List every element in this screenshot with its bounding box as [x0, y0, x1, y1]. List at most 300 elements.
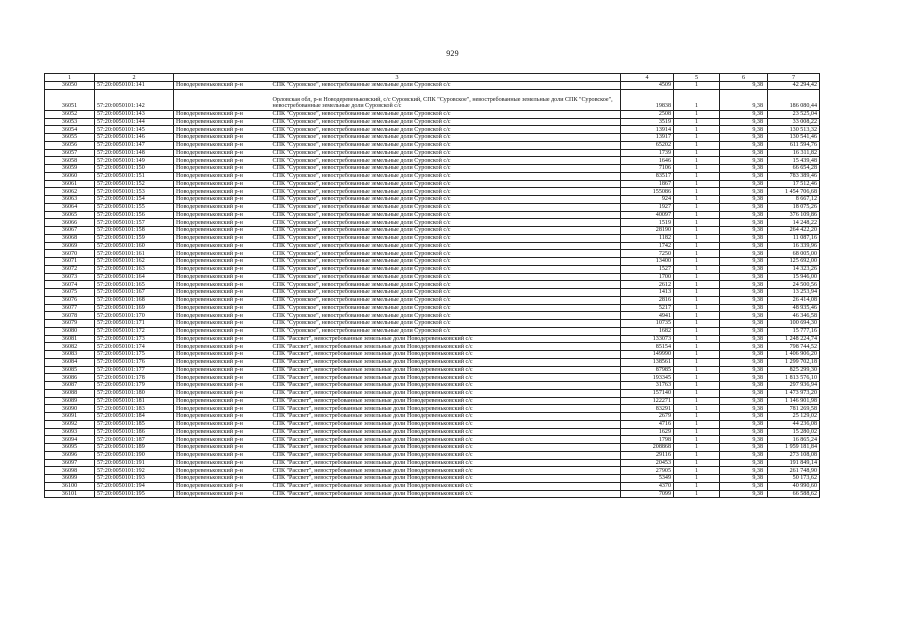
cadastral-number-cell: 57:20:0050101:177 — [95, 366, 174, 374]
district-cell: Новодеревеньковский р-н — [174, 219, 271, 227]
table-row — [45, 444, 820, 452]
row-number-cell: 36101 — [45, 490, 95, 498]
row-number-cell: 36085 — [45, 366, 95, 374]
district-cell: Новодеревеньковский р-н — [174, 397, 271, 405]
plot-description-cell: СПК "Рассвет", невостребованные земельные доли Новодеревеньковский с/с — [271, 436, 621, 444]
plot-area-cell: 924 — [621, 196, 674, 204]
cadastral-number-cell: 57:20:0050101:180 — [95, 389, 174, 397]
plot-description-cell: СПК "Суровское", невостребованные земельные доли Суровской с/с — [271, 126, 621, 134]
row-number-cell: 36066 — [45, 219, 95, 227]
count-cell: 1 — [674, 234, 720, 242]
rate-cell: 9,38 — [720, 234, 768, 242]
plot-area-cell: 2816 — [621, 296, 674, 304]
header-row — [45, 74, 820, 82]
cadastral-value-cell: 15 777,16 — [768, 327, 820, 335]
header-col-6: 6 — [720, 74, 768, 82]
count-cell: 1 — [674, 413, 720, 421]
rate-cell: 9,38 — [720, 343, 768, 351]
table-row — [45, 320, 820, 328]
count-cell: 1 — [674, 467, 720, 475]
cadastral-number-cell: 57:20:0050101:156 — [95, 211, 174, 219]
district-cell: Новодеревеньковский р-н — [174, 475, 271, 483]
district-cell: Новодеревеньковский р-н — [174, 234, 271, 242]
rate-cell: 9,38 — [720, 118, 768, 126]
plot-description-cell: СПК "Суровское", невостребованные земельные доли Суровской с/с — [271, 265, 621, 273]
plot-description-cell: СПК "Рассвет", невостребованные земельные доли Новодеревеньковский с/с — [271, 451, 621, 459]
count-cell: 1 — [674, 165, 720, 173]
row-number-cell: 36081 — [45, 335, 95, 343]
rate-cell: 9,38 — [720, 420, 768, 428]
cadastral-number-cell: 57:20:0050101:194 — [95, 482, 174, 490]
count-cell: 1 — [674, 289, 720, 297]
cadastral-value-cell: 46 346,58 — [768, 312, 820, 320]
cadastral-number-cell: 57:20:0050101:176 — [95, 358, 174, 366]
cadastral-number-cell: 57:20:0050101:162 — [95, 258, 174, 266]
cadastral-value-cell: 297 936,94 — [768, 382, 820, 390]
row-number-cell: 36087 — [45, 382, 95, 390]
header-col-3: 3 — [174, 74, 621, 82]
cadastral-value-cell: 42 294,42 — [768, 82, 820, 90]
cadastral-value-cell: 130 513,32 — [768, 126, 820, 134]
row-number-cell: 36052 — [45, 110, 95, 118]
row-number-cell: 36068 — [45, 234, 95, 242]
count-cell: 1 — [674, 203, 720, 211]
district-cell: Новодеревеньковский р-н — [174, 366, 271, 374]
rate-cell: 9,38 — [720, 265, 768, 273]
cadastral-value-cell: 1 813 576,10 — [768, 374, 820, 382]
district-cell: Новодеревеньковский р-н — [174, 312, 271, 320]
district-cell: Новодеревеньковский р-н — [174, 258, 271, 266]
plot-area-cell: 5217 — [621, 304, 674, 312]
plot-area-cell: 193345 — [621, 374, 674, 382]
district-cell: Новодеревеньковский р-н — [174, 451, 271, 459]
row-number-cell: 36064 — [45, 203, 95, 211]
row-number-cell: 36100 — [45, 482, 95, 490]
header-col-7: 7 — [768, 74, 820, 82]
plot-area-cell: 20453 — [621, 459, 674, 467]
count-cell: 1 — [674, 327, 720, 335]
count-cell: 1 — [674, 304, 720, 312]
count-cell: 1 — [674, 126, 720, 134]
table-row — [45, 242, 820, 250]
rate-cell: 9,38 — [720, 211, 768, 219]
cadastral-number-cell: 57:20:0050101:152 — [95, 180, 174, 188]
table-row — [45, 382, 820, 390]
cadastral-number-cell: 57:20:0050101:148 — [95, 149, 174, 157]
cadastral-number-cell: 57:20:0050101:187 — [95, 436, 174, 444]
rate-cell: 9,38 — [720, 358, 768, 366]
row-number-cell: 36094 — [45, 436, 95, 444]
district-cell: Новодеревеньковский р-н — [174, 490, 271, 498]
row-number-cell: 36060 — [45, 172, 95, 180]
table-row — [45, 188, 820, 196]
plot-description-cell: СПК "Суровское", невостребованные земельные доли Суровской с/с — [271, 289, 621, 297]
rate-cell: 9,38 — [720, 180, 768, 188]
cadastral-value-cell: 15 280,02 — [768, 428, 820, 436]
rate-cell: 9,38 — [720, 304, 768, 312]
cadastral-number-cell: 57:20:0050101:167 — [95, 289, 174, 297]
plot-area-cell: 2679 — [621, 413, 674, 421]
row-number-cell: 36067 — [45, 227, 95, 235]
plot-description-cell: СПК "Суровское", невостребованные земельные доли Суровской с/с — [271, 180, 621, 188]
cadastral-number-cell: 57:20:0050101:153 — [95, 188, 174, 196]
count-cell: 1 — [674, 490, 720, 498]
table-row — [45, 172, 820, 180]
row-number-cell: 36089 — [45, 397, 95, 405]
count-cell: 1 — [674, 335, 720, 343]
cadastral-number-cell: 57:20:0050101:189 — [95, 444, 174, 452]
cadastral-value-cell: 1 146 901,98 — [768, 397, 820, 405]
row-number-cell: 36084 — [45, 358, 95, 366]
cadastral-number-cell: 57:20:0050101:174 — [95, 343, 174, 351]
table-row — [45, 436, 820, 444]
plot-description-cell: СПК "Суровское", невостребованные земельные доли Суровской с/с — [271, 258, 621, 266]
header-col-4: 4 — [621, 74, 674, 82]
cadastral-number-cell: 57:20:0050101:142 — [95, 89, 174, 110]
table-row — [45, 475, 820, 483]
table-row — [45, 219, 820, 227]
plot-description-cell: СПК "Рассвет", невостребованные земельные доли Новодеревеньковский с/с — [271, 467, 621, 475]
plot-description-cell: СПК "Суровское", невостребованные земельные доли Суровской с/с — [271, 250, 621, 258]
plot-area-cell: 13914 — [621, 126, 674, 134]
rate-cell: 9,38 — [720, 289, 768, 297]
cadastral-value-cell: 33 008,22 — [768, 118, 820, 126]
cadastral-value-cell: 44 236,08 — [768, 420, 820, 428]
cadastral-value-cell: 1 959 181,84 — [768, 444, 820, 452]
plot-area-cell: 122271 — [621, 397, 674, 405]
table-row — [45, 312, 820, 320]
table-body — [45, 82, 820, 498]
count-cell: 1 — [674, 157, 720, 165]
cadastral-value-cell: 16 865,24 — [768, 436, 820, 444]
cadastral-value-cell: 191 849,14 — [768, 459, 820, 467]
plot-description-cell: СПК "Рассвет", невостребованные земельные доли Новодеревеньковский с/с — [271, 405, 621, 413]
cadastral-number-cell: 57:20:0050101:163 — [95, 265, 174, 273]
row-number-cell: 36082 — [45, 343, 95, 351]
count-cell: 1 — [674, 134, 720, 142]
plot-description-cell: СПК "Суровское", невостребованные земельные доли Суровской с/с — [271, 134, 621, 142]
plot-description-cell: СПК "Рассвет", невостребованные земельные доли Новодеревеньковский с/с — [271, 397, 621, 405]
plot-area-cell: 1739 — [621, 149, 674, 157]
plot-area-cell: 155086 — [621, 188, 674, 196]
district-cell: Новодеревеньковский р-н — [174, 157, 271, 165]
count-cell: 1 — [674, 351, 720, 359]
rate-cell: 9,38 — [720, 397, 768, 405]
count-cell: 1 — [674, 172, 720, 180]
plot-area-cell: 208868 — [621, 444, 674, 452]
rate-cell: 9,38 — [720, 351, 768, 359]
table-row — [45, 126, 820, 134]
count-cell: 1 — [674, 444, 720, 452]
plot-area-cell: 83517 — [621, 172, 674, 180]
district-cell: Новодеревеньковский р-н — [174, 227, 271, 235]
rate-cell: 9,38 — [720, 475, 768, 483]
row-number-cell: 36050 — [45, 82, 95, 90]
cadastral-number-cell: 57:20:0050101:158 — [95, 227, 174, 235]
cadastral-number-cell: 57:20:0050101:179 — [95, 382, 174, 390]
table-row — [45, 89, 820, 110]
plot-area-cell: 1700 — [621, 273, 674, 281]
plot-description-cell: СПК "Рассвет", невостребованные земельные доли Новодеревеньковский с/с — [271, 413, 621, 421]
rate-cell: 9,38 — [720, 482, 768, 490]
plot-area-cell: 28190 — [621, 227, 674, 235]
plot-description-cell: СПК "Суровское", невостребованные земельные доли Суровской с/с — [271, 312, 621, 320]
row-number-cell: 36059 — [45, 165, 95, 173]
rate-cell: 9,38 — [720, 219, 768, 227]
table-row — [45, 366, 820, 374]
rate-cell: 9,38 — [720, 227, 768, 235]
plot-area-cell: 27905 — [621, 467, 674, 475]
table-row — [45, 227, 820, 235]
plot-description-cell: СПК "Рассвет", невостребованные земельные доли Новодеревеньковский с/с — [271, 482, 621, 490]
count-cell: 1 — [674, 188, 720, 196]
row-number-cell: 36071 — [45, 258, 95, 266]
count-cell: 1 — [674, 366, 720, 374]
cadastral-value-cell: 1 299 702,18 — [768, 358, 820, 366]
plot-area-cell: 2612 — [621, 281, 674, 289]
plot-area-cell: 31763 — [621, 382, 674, 390]
row-number-cell: 36079 — [45, 320, 95, 328]
cadastral-number-cell: 57:20:0050101:173 — [95, 335, 174, 343]
cadastral-number-cell: 57:20:0050101:184 — [95, 413, 174, 421]
cadastral-number-cell: 57:20:0050101:141 — [95, 82, 174, 90]
cadastral-value-cell: 66 588,62 — [768, 490, 820, 498]
row-number-cell: 36056 — [45, 141, 95, 149]
cadastral-number-cell: 57:20:0050101:170 — [95, 312, 174, 320]
count-cell: 1 — [674, 89, 720, 110]
district-cell: Новодеревеньковский р-н — [174, 281, 271, 289]
cadastral-number-cell: 57:20:0050101:160 — [95, 242, 174, 250]
plot-description-text: Орловская обл, р-н Новодеревеньковский, с/с Суровский, СПК "Суровское", невостребованные земельные доли СПК "Суровское", невостребованные земельные доли Суровской с/с — [272, 96, 613, 110]
plot-description-cell: СПК "Суровское", невостребованные земельные доли Суровской с/с — [271, 273, 621, 281]
plot-area-cell: 5349 — [621, 475, 674, 483]
rate-cell: 9,38 — [720, 320, 768, 328]
plot-description-cell — [271, 89, 621, 110]
row-number-cell: 36077 — [45, 304, 95, 312]
row-number-cell: 36093 — [45, 428, 95, 436]
district-cell: Новодеревеньковский р-н — [174, 459, 271, 467]
plot-area-cell: 1867 — [621, 180, 674, 188]
district-cell: Новодеревеньковский р-н — [174, 482, 271, 490]
plot-description-cell: СПК "Рассвет", невостребованные земельные доли Новодеревеньковский с/с — [271, 366, 621, 374]
table-row — [45, 281, 820, 289]
table-row — [45, 180, 820, 188]
count-cell: 1 — [674, 141, 720, 149]
table-row — [45, 490, 820, 498]
cadastral-value-cell: 1 406 906,20 — [768, 351, 820, 359]
count-cell: 1 — [674, 374, 720, 382]
rate-cell: 9,38 — [720, 335, 768, 343]
row-number-cell: 36065 — [45, 211, 95, 219]
plot-area-cell: 19838 — [621, 89, 674, 110]
row-number-cell: 36090 — [45, 405, 95, 413]
rate-cell: 9,38 — [720, 374, 768, 382]
row-number-cell: 36072 — [45, 265, 95, 273]
row-number-cell: 36057 — [45, 149, 95, 157]
table-row — [45, 165, 820, 173]
rate-cell: 9,38 — [720, 444, 768, 452]
count-cell: 1 — [674, 242, 720, 250]
row-number-cell: 36088 — [45, 389, 95, 397]
cadastral-value-cell: 8 667,12 — [768, 196, 820, 204]
district-cell: Новодеревеньковский р-н — [174, 436, 271, 444]
district-cell: Новодеревеньковский р-н — [174, 428, 271, 436]
district-cell: Новодеревеньковский р-н — [174, 196, 271, 204]
cadastral-value-cell: 14 323,26 — [768, 265, 820, 273]
row-number-cell: 36061 — [45, 180, 95, 188]
plot-description-cell: СПК "Суровское", невостребованные земельные доли Суровской с/с — [271, 172, 621, 180]
district-cell: Новодеревеньковский р-н — [174, 444, 271, 452]
cadastral-number-cell: 57:20:0050101:151 — [95, 172, 174, 180]
table-row — [45, 428, 820, 436]
cadastral-number-cell: 57:20:0050101:178 — [95, 374, 174, 382]
cadastral-number-cell: 57:20:0050101:185 — [95, 420, 174, 428]
plot-description-cell: СПК "Суровское", невостребованные земельные доли Суровской с/с — [271, 320, 621, 328]
row-number-cell: 36076 — [45, 296, 95, 304]
cadastral-value-cell: 261 748,90 — [768, 467, 820, 475]
count-cell: 1 — [674, 110, 720, 118]
count-cell: 1 — [674, 273, 720, 281]
cadastral-value-cell: 11 087,16 — [768, 234, 820, 242]
row-number-cell: 36053 — [45, 118, 95, 126]
district-cell: Новодеревеньковский р-н — [174, 296, 271, 304]
district-cell: Новодеревеньковский р-н — [174, 203, 271, 211]
cadastral-value-cell: 23 525,04 — [768, 110, 820, 118]
table-row — [45, 149, 820, 157]
cadastral-value-cell: 273 108,08 — [768, 451, 820, 459]
row-number-cell: 36062 — [45, 188, 95, 196]
table-row — [45, 141, 820, 149]
district-cell: Новодеревеньковский р-н — [174, 420, 271, 428]
plot-area-cell: 7099 — [621, 490, 674, 498]
district-cell: Новодеревеньковский р-н — [174, 273, 271, 281]
rate-cell: 9,38 — [720, 366, 768, 374]
count-cell: 1 — [674, 296, 720, 304]
plot-area-cell: 7106 — [621, 165, 674, 173]
district-cell: Новодеревеньковский р-н — [174, 250, 271, 258]
table-row — [45, 397, 820, 405]
cadastral-value-cell: 26 414,08 — [768, 296, 820, 304]
district-cell: Новодеревеньковский р-н — [174, 165, 271, 173]
cadastral-number-cell: 57:20:0050101:171 — [95, 320, 174, 328]
plot-area-cell: 1182 — [621, 234, 674, 242]
plot-area-cell: 10735 — [621, 320, 674, 328]
count-cell: 1 — [674, 180, 720, 188]
table-row — [45, 467, 820, 475]
table-row — [45, 374, 820, 382]
row-number-cell: 36078 — [45, 312, 95, 320]
district-cell: Новодеревеньковский р-н — [174, 180, 271, 188]
table-row — [45, 459, 820, 467]
table-row — [45, 358, 820, 366]
table-row — [45, 343, 820, 351]
count-cell: 1 — [674, 219, 720, 227]
rate-cell: 9,38 — [720, 273, 768, 281]
row-number-cell: 36073 — [45, 273, 95, 281]
cadastral-value-cell: 14 248,22 — [768, 219, 820, 227]
plot-description-cell: СПК "Рассвет", невостребованные земельные доли Новодеревеньковский с/с — [271, 490, 621, 498]
plot-description-cell: СПК "Суровское", невостребованные земельные доли Суровской с/с — [271, 157, 621, 165]
plot-area-cell: 29116 — [621, 451, 674, 459]
cadastral-number-cell: 57:20:0050101:154 — [95, 196, 174, 204]
cadastral-number-cell: 57:20:0050101:149 — [95, 157, 174, 165]
district-cell: Новодеревеньковский р-н — [174, 358, 271, 366]
plot-description-cell: СПК "Рассвет", невостребованные земельные доли Новодеревеньковский с/с — [271, 335, 621, 343]
plot-area-cell: 13400 — [621, 258, 674, 266]
count-cell: 1 — [674, 211, 720, 219]
cadastral-number-cell: 57:20:0050101:165 — [95, 281, 174, 289]
cadastral-value-cell: 611 594,76 — [768, 141, 820, 149]
rate-cell: 9,38 — [720, 82, 768, 90]
table-row — [45, 389, 820, 397]
district-cell: Новодеревеньковский р-н — [174, 304, 271, 312]
cadastral-number-cell: 57:20:0050101:192 — [95, 467, 174, 475]
row-number-cell: 36091 — [45, 413, 95, 421]
plot-description-cell: СПК "Суровское", невостребованные земельные доли Суровской с/с — [271, 196, 621, 204]
rate-cell: 9,38 — [720, 413, 768, 421]
cadastral-number-cell: 57:20:0050101:168 — [95, 296, 174, 304]
table-row — [45, 118, 820, 126]
table-row — [45, 413, 820, 421]
district-cell: Новодеревеньковский р-н — [174, 374, 271, 382]
row-number-cell: 36080 — [45, 327, 95, 335]
plot-description-cell: СПК "Суровское", невостребованные земельные доли Суровской с/с — [271, 165, 621, 173]
cadastral-value-cell: 50 173,62 — [768, 475, 820, 483]
plot-area-cell: 157140 — [621, 389, 674, 397]
count-cell: 1 — [674, 118, 720, 126]
plot-area-cell: 1927 — [621, 203, 674, 211]
rate-cell: 9,38 — [720, 149, 768, 157]
plot-area-cell: 138561 — [621, 358, 674, 366]
rate-cell: 9,38 — [720, 126, 768, 134]
cadastral-value-cell: 783 389,46 — [768, 172, 820, 180]
district-cell: Новодеревеньковский р-н — [174, 211, 271, 219]
cadastral-value-cell: 16 339,96 — [768, 242, 820, 250]
count-cell: 1 — [674, 358, 720, 366]
district-cell: Новодеревеньковский р-н — [174, 149, 271, 157]
district-cell: Новодеревеньковский р-н — [174, 134, 271, 142]
table-row — [45, 289, 820, 297]
table-row — [45, 250, 820, 258]
plot-description-cell: СПК "Суровское", невостребованные земельные доли Суровской с/с — [271, 234, 621, 242]
cadastral-value-cell: 15 946,00 — [768, 273, 820, 281]
plot-area-cell: 2508 — [621, 110, 674, 118]
rate-cell: 9,38 — [720, 141, 768, 149]
cadastral-number-cell: 57:20:0050101:172 — [95, 327, 174, 335]
plot-area-cell: 1527 — [621, 265, 674, 273]
cadastral-value-cell: 16 311,82 — [768, 149, 820, 157]
table-row — [45, 157, 820, 165]
cadastral-number-cell: 57:20:0050101:147 — [95, 141, 174, 149]
rate-cell: 9,38 — [720, 157, 768, 165]
cadastral-value-cell: 1 473 973,20 — [768, 389, 820, 397]
plot-description-cell: СПК "Рассвет", невостребованные земельные доли Новодеревеньковский с/с — [271, 444, 621, 452]
plot-description-cell: СПК "Суровское", невостребованные земельные доли Суровской с/с — [271, 141, 621, 149]
row-number-cell: 36097 — [45, 459, 95, 467]
district-cell: Новодеревеньковский р-н — [174, 289, 271, 297]
cadastral-value-cell: 48 935,46 — [768, 304, 820, 312]
district-cell: Новодеревеньковский р-н — [174, 118, 271, 126]
count-cell: 1 — [674, 265, 720, 273]
plot-area-cell: 1742 — [621, 242, 674, 250]
plot-area-cell: 1682 — [621, 327, 674, 335]
table-row — [45, 451, 820, 459]
plot-description-cell: СПК "Суровское", невостребованные земельные доли Суровской с/с — [271, 327, 621, 335]
rate-cell: 9,38 — [720, 250, 768, 258]
table-row — [45, 327, 820, 335]
plot-description-cell: СПК "Суровское", невостребованные земельные доли Суровской с/с — [271, 281, 621, 289]
district-cell: Новодеревеньковский р-н — [174, 389, 271, 397]
